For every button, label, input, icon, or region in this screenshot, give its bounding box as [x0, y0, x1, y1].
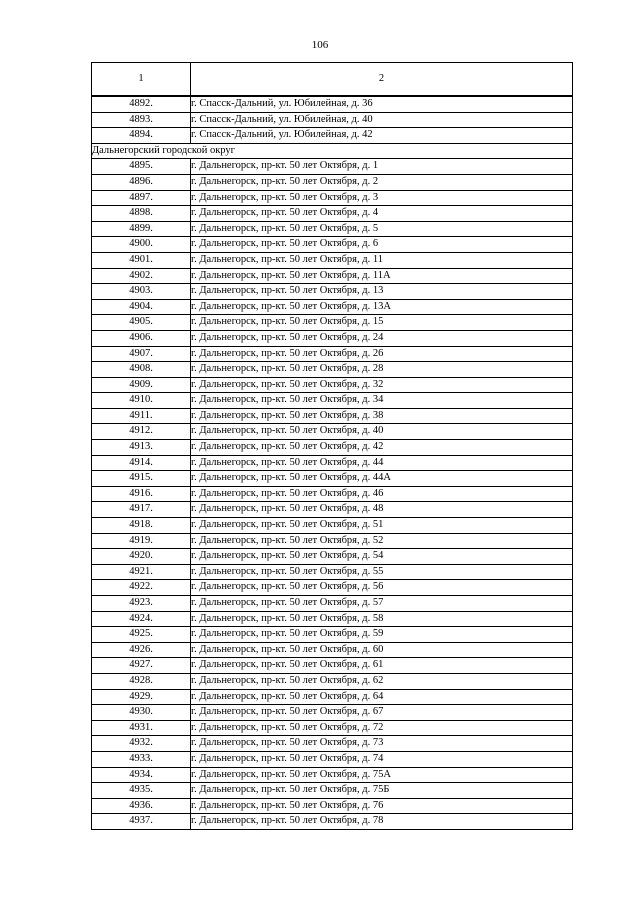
row-number: 4921.	[92, 564, 191, 580]
row-number: 4905.	[92, 315, 191, 331]
table-row	[92, 455, 573, 471]
row-address: г. Дальнегорск, пр-кт. 50 лет Октября, д. 11	[191, 252, 573, 268]
row-number: 4916.	[92, 486, 191, 502]
row-address: г. Дальнегорск, пр-кт. 50 лет Октября, д. 51	[191, 518, 573, 534]
row-address: г. Дальнегорск, пр-кт. 50 лет Октября, д. 57	[191, 596, 573, 612]
row-address: г. Дальнегорск, пр-кт. 50 лет Октября, д. 67	[191, 705, 573, 721]
row-address: г. Дальнегорск, пр-кт. 50 лет Октября, д. 40	[191, 424, 573, 440]
row-number: 4924.	[92, 611, 191, 627]
table-row	[92, 330, 573, 346]
table-body	[92, 96, 573, 829]
row-address: г. Дальнегорск, пр-кт. 50 лет Октября, д. 34	[191, 393, 573, 409]
table-row	[92, 268, 573, 284]
row-address: г. Дальнегорск, пр-кт. 50 лет Октября, д. 26	[191, 346, 573, 362]
row-address: г. Дальнегорск, пр-кт. 50 лет Октября, д. 61	[191, 658, 573, 674]
row-address: г. Дальнегорск, пр-кт. 50 лет Октября, д. 72	[191, 720, 573, 736]
table-row	[92, 174, 573, 190]
row-number: 4906.	[92, 330, 191, 346]
row-number: 4900.	[92, 237, 191, 253]
row-address: г. Дальнегорск, пр-кт. 50 лет Октября, д. 56	[191, 580, 573, 596]
table-row	[92, 751, 573, 767]
row-address: г. Дальнегорск, пр-кт. 50 лет Октября, д. 60	[191, 642, 573, 658]
column-header-address: 2	[191, 63, 573, 97]
table-row	[92, 564, 573, 580]
row-address: г. Дальнегорск, пр-кт. 50 лет Октября, д. 78	[191, 814, 573, 830]
table-row	[92, 798, 573, 814]
row-number: 4902.	[92, 268, 191, 284]
row-number: 4895.	[92, 159, 191, 175]
table-row	[92, 486, 573, 502]
row-number: 4934.	[92, 767, 191, 783]
row-address: г. Дальнегорск, пр-кт. 50 лет Октября, д. 54	[191, 549, 573, 565]
row-number: 4927.	[92, 658, 191, 674]
table-row	[92, 502, 573, 518]
row-number: 4933.	[92, 751, 191, 767]
table-row	[92, 767, 573, 783]
row-address: г. Спасск-Дальний, ул. Юбилейная, д. 36	[191, 96, 573, 112]
table-row	[92, 705, 573, 721]
row-address: г. Спасск-Дальний, ул. Юбилейная, д. 40	[191, 112, 573, 128]
table-row	[92, 471, 573, 487]
table-row	[92, 783, 573, 799]
row-number: 4923.	[92, 596, 191, 612]
row-address: г. Дальнегорск, пр-кт. 50 лет Октября, д. 75А	[191, 767, 573, 783]
row-number: 4898.	[92, 206, 191, 222]
table-row	[92, 315, 573, 331]
table-row	[92, 190, 573, 206]
table-row	[92, 720, 573, 736]
table-row	[92, 642, 573, 658]
table-row	[92, 580, 573, 596]
table-row	[92, 736, 573, 752]
row-address: г. Дальнегорск, пр-кт. 50 лет Октября, д. 3	[191, 190, 573, 206]
row-number: 4892.	[92, 96, 191, 112]
row-address: г. Дальнегорск, пр-кт. 50 лет Октября, д. 55	[191, 564, 573, 580]
table-row	[92, 533, 573, 549]
row-address: г. Дальнегорск, пр-кт. 50 лет Октября, д. 15	[191, 315, 573, 331]
row-address: г. Дальнегорск, пр-кт. 50 лет Октября, д. 4	[191, 206, 573, 222]
row-address: г. Дальнегорск, пр-кт. 50 лет Октября, д. 46	[191, 486, 573, 502]
table-row	[92, 346, 573, 362]
row-number: 4930.	[92, 705, 191, 721]
table-row	[92, 237, 573, 253]
row-number: 4914.	[92, 455, 191, 471]
row-number: 4903.	[92, 284, 191, 300]
row-number: 4913.	[92, 440, 191, 456]
row-number: 4937.	[92, 814, 191, 830]
table-row	[92, 408, 573, 424]
row-address: г. Дальнегорск, пр-кт. 50 лет Октября, д. 5	[191, 221, 573, 237]
row-address: г. Дальнегорск, пр-кт. 50 лет Октября, д. 75Б	[191, 783, 573, 799]
row-address: г. Дальнегорск, пр-кт. 50 лет Октября, д. 74	[191, 751, 573, 767]
section-row	[92, 143, 573, 159]
row-address: г. Дальнегорск, пр-кт. 50 лет Октября, д. 6	[191, 237, 573, 253]
row-number: 4918.	[92, 518, 191, 534]
page-number: 106	[311, 39, 329, 51]
row-number: 4919.	[92, 533, 191, 549]
row-address: г. Дальнегорск, пр-кт. 50 лет Октября, д. 13А	[191, 299, 573, 315]
row-number: 4922.	[92, 580, 191, 596]
row-number: 4907.	[92, 346, 191, 362]
table-row	[92, 128, 573, 144]
table-row	[92, 814, 573, 830]
row-address: г. Дальнегорск, пр-кт. 50 лет Октября, д. 62	[191, 673, 573, 689]
row-address: г. Дальнегорск, пр-кт. 50 лет Октября, д. 59	[191, 627, 573, 643]
row-address: г. Дальнегорск, пр-кт. 50 лет Октября, д. 1	[191, 159, 573, 175]
column-header-number: 1	[92, 63, 191, 97]
row-number: 4915.	[92, 471, 191, 487]
row-number: 4896.	[92, 174, 191, 190]
table-row	[92, 611, 573, 627]
row-address: г. Дальнегорск, пр-кт. 50 лет Октября, д. 38	[191, 408, 573, 424]
section-heading: Дальнегорский городской округ	[92, 143, 573, 159]
row-number: 4917.	[92, 502, 191, 518]
row-address: г. Дальнегорск, пр-кт. 50 лет Октября, д. 44	[191, 455, 573, 471]
row-number: 4901.	[92, 252, 191, 268]
table-row	[92, 252, 573, 268]
table-row	[92, 627, 573, 643]
row-address: г. Дальнегорск, пр-кт. 50 лет Октября, д. 42	[191, 440, 573, 456]
table-row	[92, 159, 573, 175]
table-row	[92, 658, 573, 674]
table-row	[92, 377, 573, 393]
row-number: 4935.	[92, 783, 191, 799]
row-number: 4936.	[92, 798, 191, 814]
row-address: г. Дальнегорск, пр-кт. 50 лет Октября, д. 73	[191, 736, 573, 752]
row-number: 4894.	[92, 128, 191, 144]
table-row	[92, 424, 573, 440]
row-number: 4899.	[92, 221, 191, 237]
row-address: г. Дальнегорск, пр-кт. 50 лет Октября, д. 28	[191, 362, 573, 378]
row-address: г. Дальнегорск, пр-кт. 50 лет Октября, д. 11А	[191, 268, 573, 284]
table-row	[92, 440, 573, 456]
row-number: 4928.	[92, 673, 191, 689]
row-number: 4897.	[92, 190, 191, 206]
row-number: 4920.	[92, 549, 191, 565]
row-number: 4932.	[92, 736, 191, 752]
row-number: 4910.	[92, 393, 191, 409]
table-row	[92, 299, 573, 315]
table-row	[92, 221, 573, 237]
row-address: г. Дальнегорск, пр-кт. 50 лет Октября, д. 24	[191, 330, 573, 346]
table-header-row	[92, 63, 573, 97]
table-row	[92, 596, 573, 612]
table-row	[92, 673, 573, 689]
row-address: г. Спасск-Дальний, ул. Юбилейная, д. 42	[191, 128, 573, 144]
table-row	[92, 206, 573, 222]
address-table	[91, 62, 573, 830]
table-row	[92, 96, 573, 112]
row-number: 4893.	[92, 112, 191, 128]
row-address: г. Дальнегорск, пр-кт. 50 лет Октября, д. 13	[191, 284, 573, 300]
table-row	[92, 549, 573, 565]
row-number: 4926.	[92, 642, 191, 658]
row-number: 4925.	[92, 627, 191, 643]
row-number: 4904.	[92, 299, 191, 315]
table-row	[92, 112, 573, 128]
row-address: г. Дальнегорск, пр-кт. 50 лет Октября, д. 48	[191, 502, 573, 518]
row-number: 4912.	[92, 424, 191, 440]
row-number: 4908.	[92, 362, 191, 378]
row-address: г. Дальнегорск, пр-кт. 50 лет Октября, д. 58	[191, 611, 573, 627]
table-row	[92, 284, 573, 300]
row-address: г. Дальнегорск, пр-кт. 50 лет Октября, д. 64	[191, 689, 573, 705]
row-address: г. Дальнегорск, пр-кт. 50 лет Октября, д. 76	[191, 798, 573, 814]
row-number: 4929.	[92, 689, 191, 705]
row-number: 4931.	[92, 720, 191, 736]
table-row	[92, 689, 573, 705]
row-address: г. Дальнегорск, пр-кт. 50 лет Октября, д. 32	[191, 377, 573, 393]
table-row	[92, 393, 573, 409]
table-row	[92, 362, 573, 378]
row-number: 4911.	[92, 408, 191, 424]
row-number: 4909.	[92, 377, 191, 393]
row-address: г. Дальнегорск, пр-кт. 50 лет Октября, д. 2	[191, 174, 573, 190]
table-row	[92, 518, 573, 534]
row-address: г. Дальнегорск, пр-кт. 50 лет Октября, д. 52	[191, 533, 573, 549]
row-address: г. Дальнегорск, пр-кт. 50 лет Октября, д. 44А	[191, 471, 573, 487]
